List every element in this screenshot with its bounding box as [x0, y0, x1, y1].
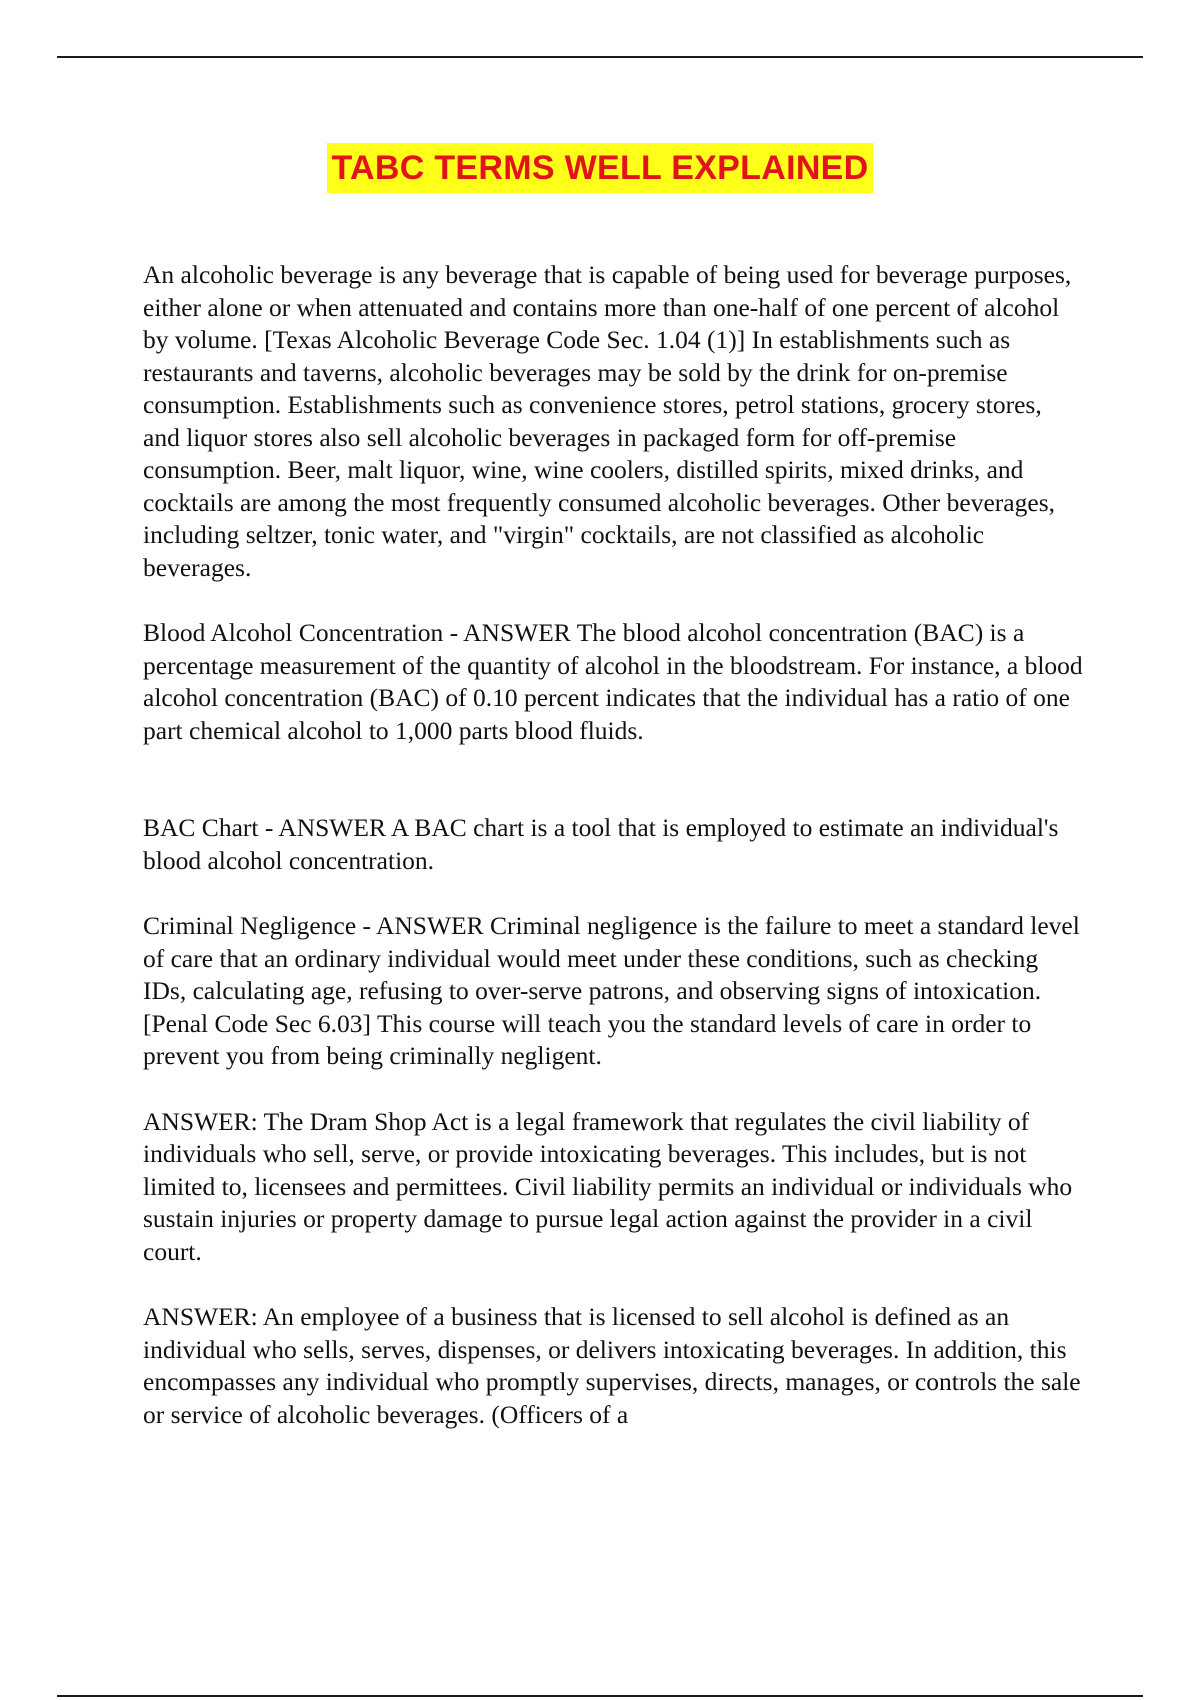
footer-rule: [57, 1695, 1143, 1697]
document-body: [143, 259, 1083, 1464]
paragraph-alcoholic-beverage: An alcoholic beverage is any beverage that is capable of being used for beverage purposes, either alone or when attenuated and contains more than one-half of one percent of alcohol by volume. [Texas Alcoholic Beverage Code Sec. 1.04 (1)] In establishments such as restaurants and taverns, alcoholic beverages may be sold by the drink for on-premise consumption. Establishments such as convenience stores, petrol stations, grocery stores, and liquor stores also sell alcoholic beverages in packaged form for off-premise consumption. Beer, malt liquor, wine, wine coolers, distilled spirits, mixed drinks, and cocktails are among the most frequently consumed alcoholic beverages. Other beverages, including seltzer, tonic water, and "virgin" cocktails, are not classified as alcoholic beverages.: [143, 260, 1072, 582]
paragraph-dram-shop-act: ANSWER: The Dram Shop Act is a legal framework that regulates the civil liability of individuals who sell, serve, or provide intoxicating beverages. This includes, but is not limited to, licensees and permittees. Civil liability permits an individual or individuals who sustain injuries or property damage to pursue legal action against the provider in a civil court.: [143, 1106, 1073, 1266]
document-title: TABC TERMS WELL EXPLAINED: [327, 143, 872, 193]
paragraph-blood-alcohol-concentration: Blood Alcohol Concentration - ANSWER The blood alcohol concentration (BAC) is a percentage measurement of the quantity of alcohol in the bloodstream. For instance, a blood alcohol concentration (BAC) of 0.10 percent indicates that the individual has a ratio of one part chemical alcohol to 1,000 parts blood fluids.: [143, 618, 1083, 745]
paragraph-employee-definition: ANSWER: An employee of a business that is licensed to sell alcohol is defined as an individual who sells, serves, dispenses, or delivers intoxicating beverages. In addition, this encompasses any individual who promptly supervises, directs, manages, or controls the sale or service of alcoholic beverages. (Officers of a: [143, 1302, 1081, 1429]
header-rule: [57, 56, 1143, 58]
paragraph-criminal-negligence: Criminal Negligence - ANSWER Criminal negligence is the failure to meet a standard level of care that an ordinary individual would meet under these conditions, such as checking IDs, calculating age, refusing to over-serve patrons, and observing signs of intoxication. [Penal Code Sec 6.03] This course will teach you the standard levels of care in order to prevent you from being criminally negligent.: [143, 911, 1080, 1070]
title-container: [0, 143, 1200, 193]
paragraph-bac-chart: BAC Chart - ANSWER A BAC chart is a tool that is employed to estimate an individual's blood alcohol concentration.: [143, 813, 1059, 875]
